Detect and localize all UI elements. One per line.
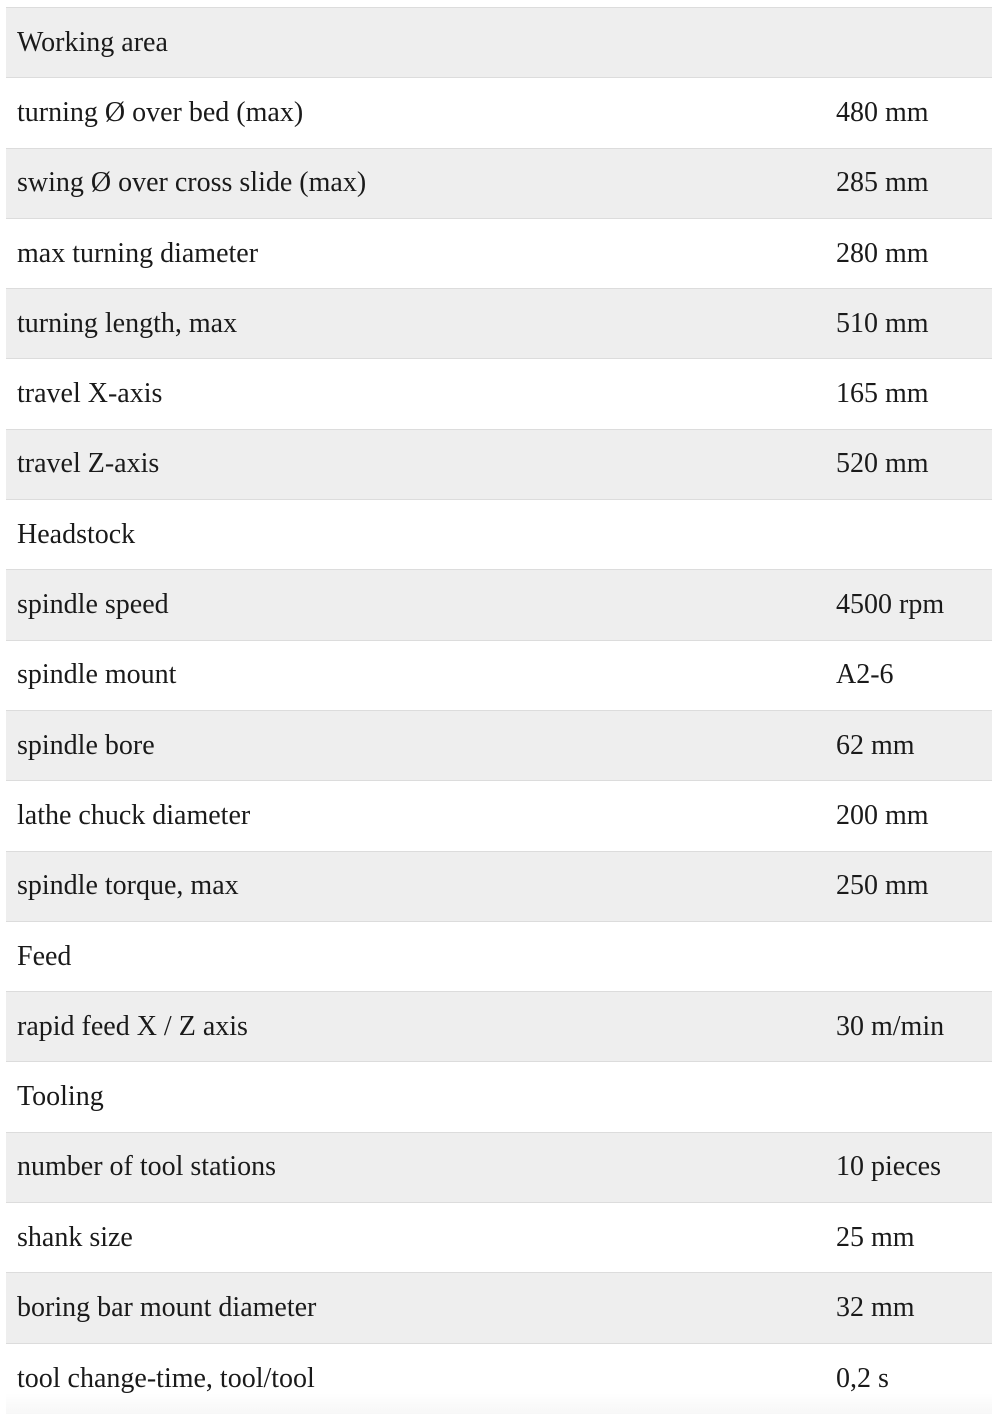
table-row [6,641,992,711]
spec-value: 32 mm [836,1291,915,1323]
section-title: Feed [17,940,72,972]
spec-value: 520 mm [836,448,929,480]
spec-value: 4500 rpm [836,589,945,621]
spec-label: shank size [17,1221,133,1253]
spec-label: lathe chuck diameter [17,799,251,831]
section-header-tooling [6,1062,992,1132]
section-title: Tooling [17,1081,104,1113]
spec-value: 30 m/min [836,1010,945,1042]
spec-value: 0,2 s [836,1362,889,1394]
spec-label: travel Z-axis [17,448,160,480]
spec-label: tool change-time, tool/tool [17,1362,315,1394]
spec-value: 165 mm [836,378,929,410]
spec-label: turning Ø over bed (max) [17,96,304,128]
table-row [6,359,992,429]
table-row [6,219,992,289]
spec-value: 280 mm [836,237,929,269]
spec-label: travel X-axis [17,378,163,410]
spec-value: 480 mm [836,96,929,128]
spec-value: 10 pieces [836,1151,941,1183]
section-header-headstock [6,500,992,570]
spec-label: rapid feed X / Z axis [17,1010,248,1042]
spec-value: 25 mm [836,1221,915,1253]
table-row [6,289,992,359]
spec-label: spindle speed [17,589,169,621]
spec-table [6,7,992,1414]
section-title: Working area [17,26,168,58]
spec-value: 510 mm [836,307,929,339]
section-header-feed [6,922,992,992]
table-row [6,711,992,781]
spec-label: spindle bore [17,729,155,761]
table-row [6,1344,992,1414]
table-row [6,149,992,219]
spec-value: 200 mm [836,799,929,831]
table-row [6,430,992,500]
table-row [6,570,992,640]
spec-value: A2-6 [836,659,894,691]
section-header-working-area [6,8,992,78]
spec-label: spindle torque, max [17,870,239,902]
section-title: Headstock [17,518,136,550]
spec-label: swing Ø over cross slide (max) [17,167,367,199]
table-row [6,781,992,851]
spec-value: 62 mm [836,729,915,761]
spec-value: 285 mm [836,167,929,199]
spec-label: spindle mount [17,659,177,691]
spec-label: number of tool stations [17,1151,276,1183]
spec-label: max turning diameter [17,237,259,269]
spec-label: turning length, max [17,307,238,339]
table-row [6,1133,992,1203]
table-row [6,1273,992,1343]
table-row [6,1203,992,1273]
spec-value: 250 mm [836,870,929,902]
table-row [6,78,992,148]
table-row [6,992,992,1062]
spec-label: boring bar mount diameter [17,1291,317,1323]
table-row [6,852,992,922]
